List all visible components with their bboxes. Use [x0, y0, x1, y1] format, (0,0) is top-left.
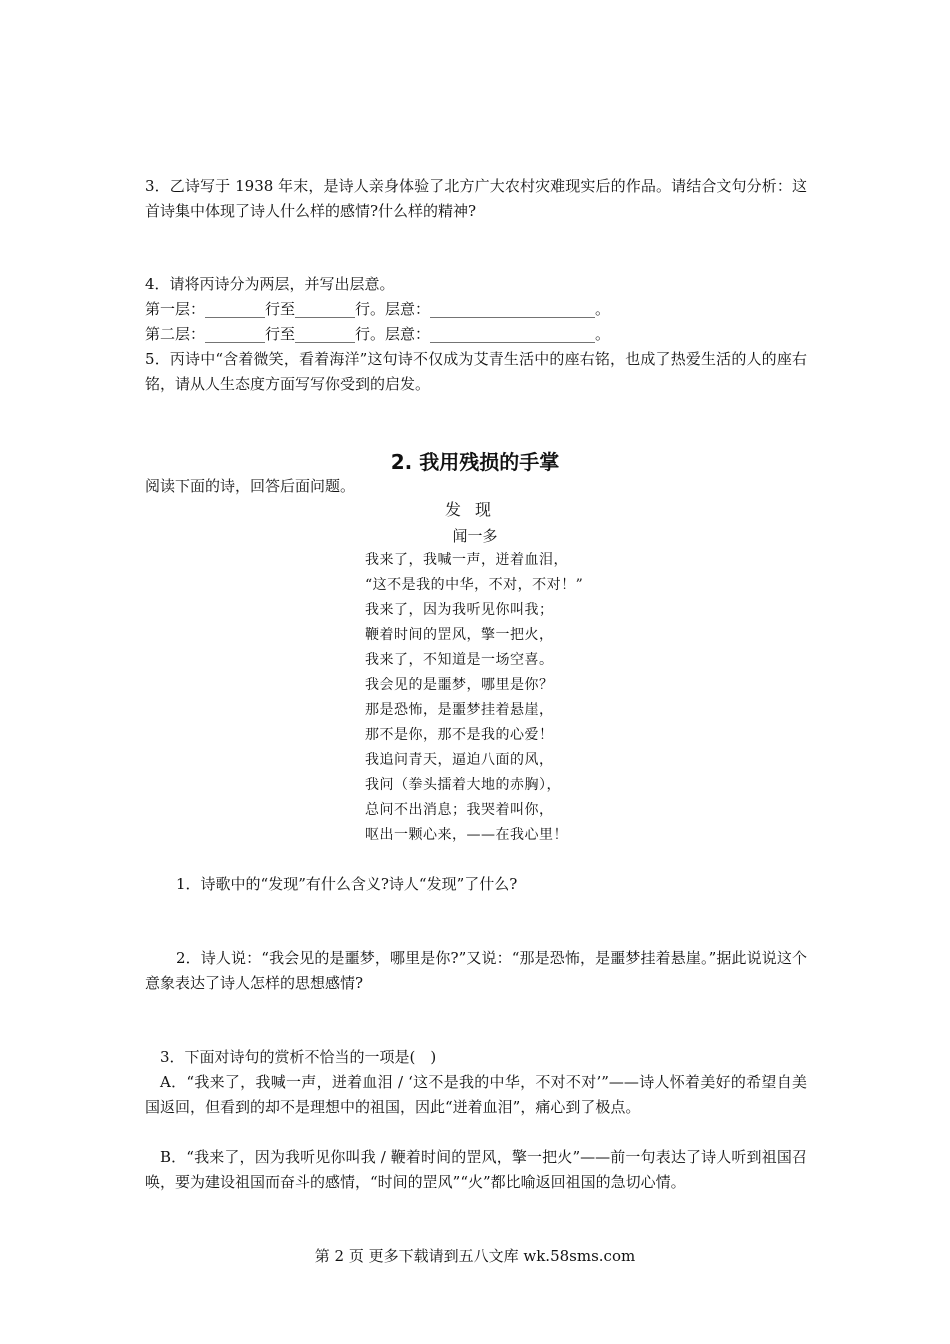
poem-line: 我会见的是噩梦，哪里是你？	[365, 677, 554, 693]
option-a: A．“我来了，我喊一声，迸着血泪 / ‘这不是我的中华，不对不对’”——诗人怀着美好的希望自美国返回，但看到的却不是理想中的祖国，因此“迸着血泪”，痛心到了极点。	[145, 1073, 807, 1116]
question-2-nightmare: 2．诗人说：“我会见的是噩梦，哪里是你?”又说：“那是恐怖，是噩梦挂着悬崖。”据此说说这个意象表达了诗人怎样的思想感情?	[145, 949, 807, 992]
poem-title: 发现	[444, 500, 505, 519]
poem-line: “这不是我的中华，不对，不对！”	[365, 577, 584, 593]
layer-1-blank: 第一层：________行至________行。层意：______________________。	[145, 300, 611, 318]
poem-line: 那是恐怖，是噩梦挂着悬崖，	[365, 702, 554, 718]
question-4-layers: 4．请将丙诗分为两层，并写出层意。	[145, 275, 395, 293]
poem-line: 鞭着时间的罡风，擎一把火，	[365, 627, 554, 643]
poem-line: 我追问青天，逼迫八面的风，	[365, 752, 554, 768]
question-5-motto: 5．丙诗中“含着微笑，看着海洋”这句诗不仅成为艾青生活中的座右铭，也成了热爱生活的人的座右铭，请从人生态度方面写写你受到的启发。	[145, 350, 807, 393]
poem-line: 我问（拳头擂着大地的赤胸），	[365, 777, 561, 793]
reading-instruction: 阅读下面的诗，回答后面问题。	[145, 477, 356, 495]
option-b: B．“我来了，因为我听见你叫我 / 鞭着时间的罡风，擎一把火”——前一句表达了诗人听到祖国召唤，要为建设祖国而奋斗的感情，“时间的罡风”“火”都比喻返回祖国的急切心情。	[145, 1148, 807, 1191]
poem-line: 那不是你，那不是我的心爱！	[365, 727, 554, 743]
poem-line: 总问不出消息；我哭着叫你，	[365, 802, 554, 818]
section-title: 2. 我用残损的手掌	[390, 450, 560, 474]
poem-line: 我来了，不知道是一场空喜。	[365, 652, 554, 668]
question-3-appreciation: 3．下面对诗句的赏析不恰当的一项是( )	[160, 1048, 437, 1066]
poem-author: 闻一多	[452, 527, 498, 545]
poem-body	[365, 548, 583, 848]
poem-line: 我来了，我喊一声，迸着血泪，	[365, 552, 568, 568]
layer-2-blank: 第二层：________行至________行。层意：______________________。	[145, 325, 611, 343]
poem-line: 呕出一颗心来，——在我心里！	[365, 827, 568, 843]
question-3-yi-poem: 3．乙诗写于 1938 年末，是诗人亲身体验了北方广大农村灾难现实后的作品。请结合文句分析：这首诗集中体现了诗人什么样的感情?什么样的精神?	[145, 177, 807, 220]
poem-line: 我来了，因为我听见你叫我；	[365, 602, 554, 618]
question-1-discovery: 1．诗歌中的“发现”有什么含义?诗人“发现”了什么?	[176, 875, 518, 893]
page-footer: 第 2 页 更多下载请到五八文库 wk.58sms.com	[314, 1247, 636, 1265]
